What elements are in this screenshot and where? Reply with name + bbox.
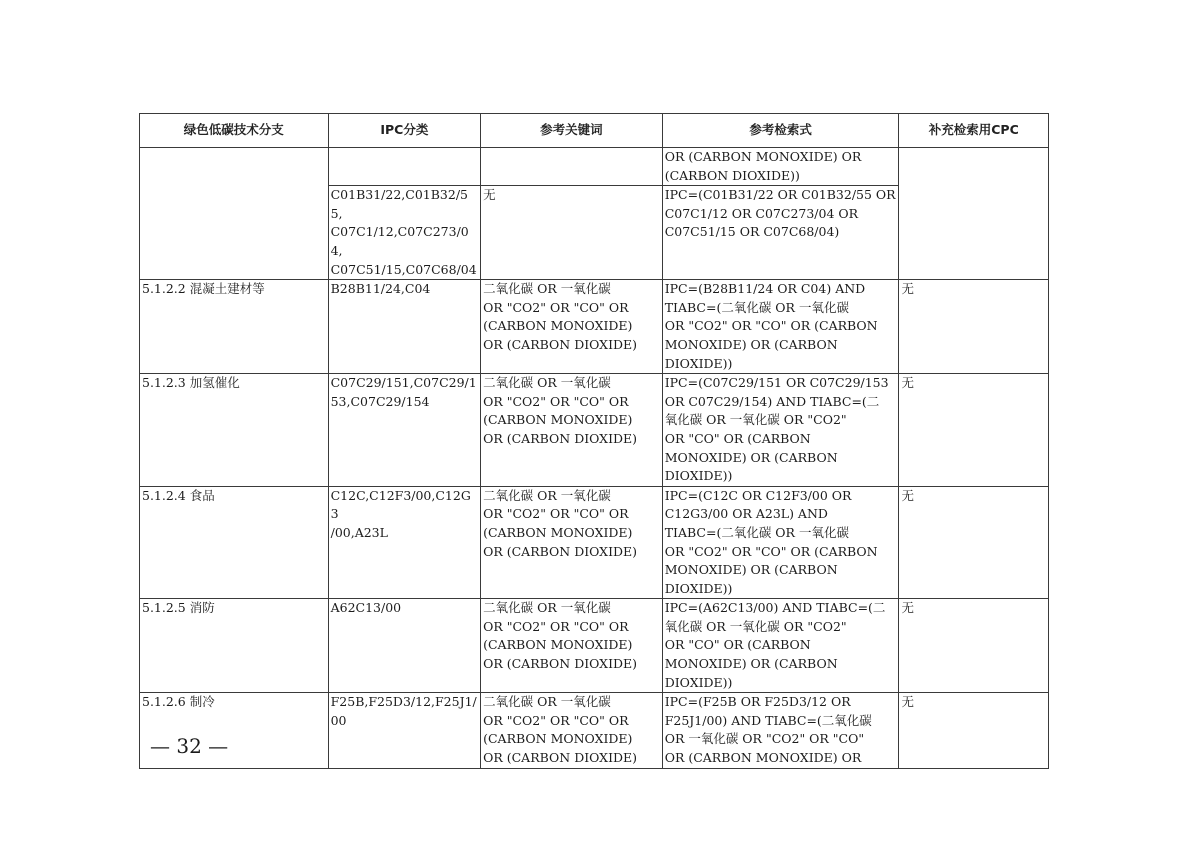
cell-ipc [328, 486, 481, 599]
ipc-text: B28B11/24,C04 [330, 281, 431, 297]
cell-cpc [899, 693, 1049, 769]
cell-cpc [899, 486, 1049, 599]
ipc-text: C12C,C12F3/00,C12G3 /00,A23L [330, 487, 471, 540]
cell-branch [140, 148, 329, 280]
cell-keywords [481, 486, 663, 599]
cell-query [662, 486, 899, 599]
cpc-text: 无 [901, 487, 914, 503]
query-text: IPC=(B28B11/24 OR C04) AND TIABC=(二氧化碳 OR 一氧化碳 OR "CO2" OR "CO" OR (CARBON MONOXIDE) OR (CARBON DIOXIDE)) [664, 281, 878, 371]
table-row [140, 693, 1049, 769]
cell-branch [140, 486, 329, 599]
header-ipc: IPC分类 [328, 114, 481, 148]
keywords-text: 二氧化碳 OR 一氧化碳 OR "CO2" OR "CO" OR (CARBON MONOXIDE) OR (CARBON DIOXIDE) [483, 281, 638, 352]
cell-ipc [328, 148, 481, 186]
cell-keywords [481, 599, 663, 693]
query-text: IPC=(F25B OR F25D3/12 OR F25J1/00) AND TIABC=(二氧化碳 OR 一氧化碳 OR "CO2" OR "CO" OR (CARBON MONOXIDE) OR [664, 694, 872, 766]
branch-text: 5.1.2.5 消防 [142, 600, 215, 616]
ipc-text: C01B31/22,C01B32/55, C07C1/12,C07C273/04, C07C51/15,C07C68/04 [330, 187, 477, 277]
cell-ipc [328, 693, 481, 769]
query-text: IPC=(C01B31/22 OR C01B32/55 OR C07C1/12 OR C07C273/04 OR C07C51/15 OR C07C68/04) [664, 187, 896, 240]
keywords-text: 二氧化碳 OR 一氧化碳 OR "CO2" OR "CO" OR (CARBON MONOXIDE) OR (CARBON DIOXIDE) [483, 487, 638, 559]
cell-cpc [899, 374, 1049, 487]
cpc-text: 无 [901, 375, 914, 391]
table-row [140, 148, 1049, 186]
cpc-text: 无 [901, 694, 914, 710]
keywords-text: 二氧化碳 OR 一氧化碳 OR "CO2" OR "CO" OR (CARBON MONOXIDE) OR (CARBON DIOXIDE) [483, 600, 638, 672]
query-text: IPC=(A62C13/00) AND TIABC=(二 氧化碳 OR 一氧化碳 OR "CO2" OR "CO" OR (CARBON MONOXIDE) OR (CARBON DIOXIDE)) [664, 600, 886, 690]
table-row [140, 599, 1049, 693]
cell-query [662, 280, 899, 374]
page-number: — 32 — [150, 734, 229, 758]
cell-branch [140, 599, 329, 693]
search-strategy-table [139, 113, 1049, 769]
branch-text: 5.1.2.3 加氢催化 [142, 375, 240, 391]
branch-text: 5.1.2.4 食品 [142, 487, 215, 503]
cell-keywords [481, 148, 663, 186]
header-tech-branch: 绿色低碳技术分支 [140, 114, 329, 148]
cpc-text: 无 [901, 600, 914, 616]
cell-ipc [328, 280, 481, 374]
query-text: OR (CARBON MONOXIDE) OR (CARBON DIOXIDE)) [664, 149, 862, 183]
cell-keywords [481, 186, 663, 280]
cell-ipc [328, 186, 481, 280]
branch-text: 5.1.2.2 混凝土建材等 [142, 281, 265, 297]
query-text: IPC=(C07C29/151 OR C07C29/153 OR C07C29/154) AND TIABC=(二 氧化碳 OR 一氧化碳 OR "CO2" OR "CO" OR (CARBON MONOXIDE) OR (CARBON DIOXIDE)) [664, 375, 889, 484]
header-search-query: 参考检索式 [662, 114, 899, 148]
ipc-text: F25B,F25D3/12,F25J1/ 00 [330, 694, 477, 728]
keywords-text: 二氧化碳 OR 一氧化碳 OR "CO2" OR "CO" OR (CARBON MONOXIDE) OR (CARBON DIOXIDE) [483, 375, 638, 446]
cell-query [662, 599, 899, 693]
cell-query [662, 148, 899, 186]
table-row [140, 486, 1049, 599]
cell-keywords [481, 280, 663, 374]
cell-branch [140, 280, 329, 374]
cell-keywords [481, 374, 663, 487]
branch-text: 5.1.2.6 制冷 [142, 694, 215, 710]
table-header-row [140, 114, 1049, 148]
cpc-text: 无 [901, 281, 914, 297]
cell-ipc [328, 599, 481, 693]
ipc-text: A62C13/00 [330, 600, 402, 616]
cell-query [662, 374, 899, 487]
header-cpc: 补充检索用CPC [899, 114, 1049, 148]
table-row [140, 280, 1049, 374]
cell-cpc [899, 599, 1049, 693]
table-row [140, 374, 1049, 487]
cell-query [662, 693, 899, 769]
ipc-text: C07C29/151,C07C29/1 53,C07C29/154 [330, 375, 477, 409]
cell-keywords [481, 693, 663, 769]
cell-ipc [328, 374, 481, 487]
keywords-text: 二氧化碳 OR 一氧化碳 OR "CO2" OR "CO" OR (CARBON MONOXIDE) OR (CARBON DIOXIDE) [483, 694, 638, 766]
cell-branch [140, 374, 329, 487]
cell-query [662, 186, 899, 280]
header-keywords: 参考关键词 [481, 114, 663, 148]
keywords-text: 无 [483, 187, 496, 203]
cell-cpc [899, 148, 1049, 280]
query-text: IPC=(C12C OR C12F3/00 OR C12G3/00 OR A23L) AND TIABC=(二氧化碳 OR 一氧化碳 OR "CO2" OR "CO" OR (CARBON MONOXIDE) OR (CARBON DIOXIDE)) [664, 487, 878, 596]
cell-cpc [899, 280, 1049, 374]
